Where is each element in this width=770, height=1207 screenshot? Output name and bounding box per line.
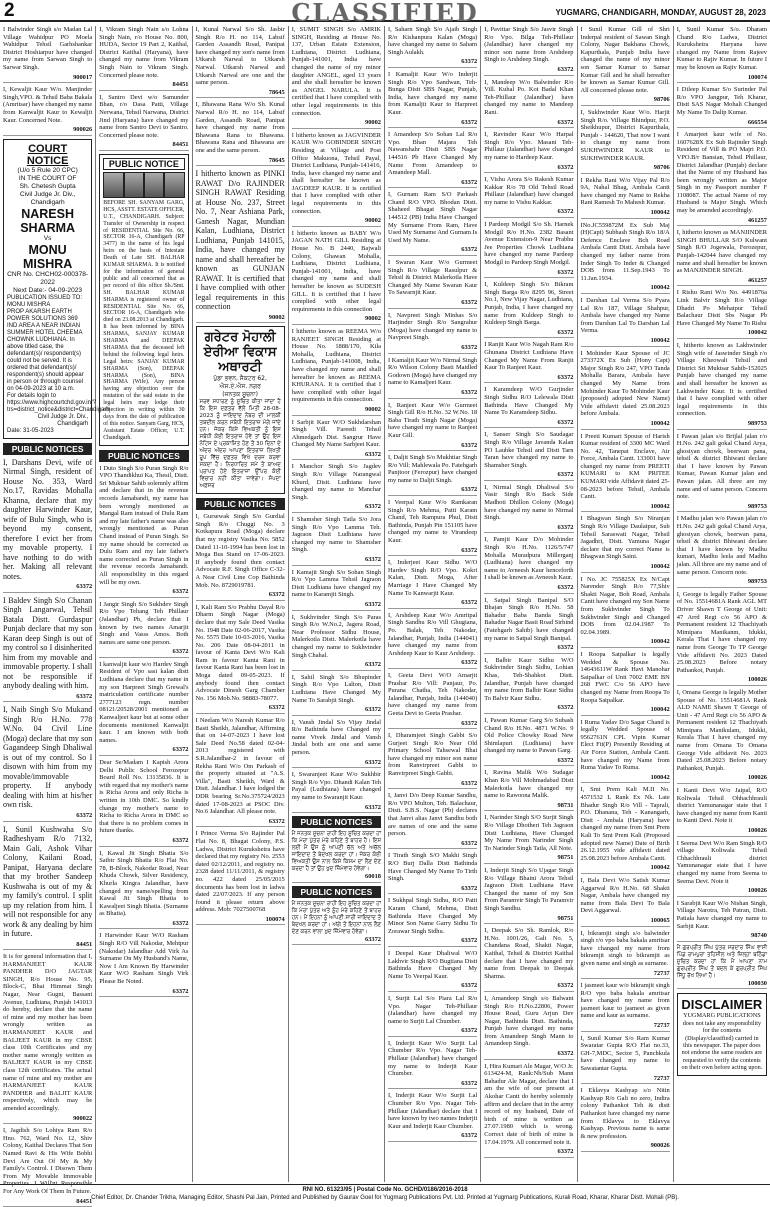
classified-ad: I Deepal Kaur Dhaliwal W/O Lakhvir Singh R/O Bugtiana Distt Bathinda Have Changed My Name To Veerpal Kaur. bbox=[388, 950, 477, 980]
classified-ad: I hitherto known as BABY W/o JAGAN NATH GILL Residing at House No. B 2440, Bajwali Colony, Ghawan Mohalla, Ludhiana, District Ludhiana, Punjab-141001, India, have changed my name and shall hereafter be known as SUDESH GILL. It is certified that I have complied with other legal requirements in this connection bbox=[292, 230, 381, 314]
ad-reference-number: 63372 bbox=[388, 58, 477, 68]
court-notice-line: (U/o 5 Rule 20 CPC) bbox=[7, 167, 88, 175]
classified-ad: I Ruma Yadav D/o Sagar Chand is legally Wedded Spouse of 9562761N CPL Vipin Kumar Elect Fit(P) Presently Residing at Air Force Station, Ambala Cantt. have changed my Name from Ruma Yadav To Ruma. bbox=[581, 719, 670, 772]
column-2 bbox=[96, 26, 192, 1182]
ad-reference-number: 63372 bbox=[196, 591, 285, 601]
ad-reference-number: 63372 bbox=[484, 119, 573, 129]
classified-ad: I, Bala Devi W/o Satish Kumar Aggarwal R/o H.No. 68 Shakti Nagar, Ambala have changed my name from Bala Devi To Bala Devi Aggarwal. bbox=[581, 877, 670, 915]
classified-ad: I Seema Devi W/o Ram Singh R/O village Koliwala Tehsil Chhachhrauli district Yamunanagar state that I have changed my name from Seema to Seema Devi. Note it bbox=[677, 840, 767, 886]
court-notice-body: PROP AKARSH EARTH POWER SOLUTIONS 369 IND AREA A NEAR INDIAN SUMMER HOTEL CHEEMA CHOWNK LUDHIANA. In above titled case, the defendant(s)/ respondent(s) could not be served. It is ordered that defendant(s)/ respondent(s) should appear in person or through counsel on 04-09-2023 at 10 a.m. bbox=[7, 309, 88, 393]
ad-reference-number: 461257 bbox=[677, 217, 767, 227]
classified-ad: I, Bhawana Rana W/o Sh. Kunal Narwal R/o H. no 114, Labsif Garden, Assandh Road, Panipat have changed my name from Bhawana Rana to Bhawana. Bhawana Rana and Bhawana are one and the same person. bbox=[196, 101, 285, 154]
classified-ad: I, Dharamjeet Singh Gabbi S/o Gurjeet Singh R/o Near Old Primary School Tahsewal Bhai have changed my minor son name from Ranvirpreet Gabbi to Ranvirpreet Singh Gabbi. bbox=[388, 732, 477, 778]
ad-reference-number: 989753 bbox=[677, 420, 767, 430]
classified-ad: I Manchor Singh S/o Jagdev Singh R/o Village Narangwal Khurd, Distt. Ludhiana have changed my name to Manchar Singh. bbox=[292, 463, 381, 501]
ad-reference-number: 63372 bbox=[484, 419, 573, 429]
classified-ad: I, Naib Singh S/o Mukand Singh R/o H.No. 778 W.No. 04 Civil Line (Moga) declare that my son Gagandeep Singh Dhaliwal is out of my control. So I disown with him from my movable/immovable property. If anybody dealing with him at his/her own risk. bbox=[3, 705, 92, 810]
classified-ad: I Mohinder Kaur Spouse of JC 273372X Ex Sub (Hony Capt) Major Singh R/o 247, VPO Tanda Mohalla Barara, Ambala have changed My Name from Mohinder Kaur To Mohinder Kaur (proposed) adopted New Name) Vide affidavit dated 25.08.2023 before Ambala. bbox=[581, 350, 670, 418]
public-notice-title: PUBLIC NOTICE bbox=[103, 158, 184, 170]
classified-ad: I jasmeet kaur w/o bikramjit singh R/O vpo baba bakala amritsar have changed my name from jasmeet kaur to jasmeet as given name and kaur as surname. bbox=[581, 982, 670, 1020]
ad-reference-number: 63372 bbox=[388, 1027, 477, 1037]
classified-ad: I Pardeep Modgil S/o Sh. Harnek Modgil R/o H.No. 2382 Basant Avenue Extension-9 Near Prabhu Jee Properties Chowk Ludhiana have changed my name Pardeep Modgil to Pardeep Singh Modgil. bbox=[484, 221, 573, 267]
dateline: YUGMARG, CHANDIGARH, MONDAY, AUGUST 28, 2023 bbox=[555, 8, 766, 17]
ad-reference-number: 63372 bbox=[484, 374, 573, 384]
ad-reference-number: 100030 bbox=[677, 980, 767, 990]
classified-ad: I, Sukhwinder Kaur W/o. Harjit Singh R/o. Village Bhindpur, P.O. Sheikhupur, District Kapurthala, Punjab - 144620, That now I want to change my name from SUKHWINDER KAUR to SUKHWINDER KAUR. bbox=[581, 109, 670, 162]
court-notice-title: COURT NOTICE bbox=[7, 143, 88, 167]
classified-ad: I No. JC 755825X Ex N/Capt Narender Singh R/o 77,Shiv Shakti Nagar, Boh Road, Ambala Cantt have changed my Son Name from Sukhvinder Singh To Sukhvinder Singh and Changed DOB from 02.04.1987 To 02.04.1989. bbox=[581, 576, 670, 637]
classified-ad: INo.JC559872M Ex Sub Maj (H)Capt) Subhash Singh R/o 18/A Defence Enclave Bch Road Ambala Cantt Distt. Ambala have changed my father name from Inder Singh To Inder & Changed DOB from 11.Sep.1943 To 11.Jan.1934. bbox=[581, 222, 670, 283]
classified-ad: I, Inderjit Kaur W/o Surjit Lal Chumber R/o Vpo. Nagar Teh-Phillaur (Jalandhar) have changed my name to Inderjit Kaur Chumber. bbox=[388, 1040, 477, 1078]
classified-ad: I, Saharn Singh S/o Ajaib Singh R/o Kishanpura Kalan (Moga) have changed my name to Saharn Singh Aulakh. bbox=[388, 26, 477, 56]
respondent-name: MONU MISHRA bbox=[7, 243, 88, 271]
classified-ad: I Duto Singh S/o Puran Singh R/o VPO Thandikhui Ka, Thesil, Distt. Sri Muktsar Sahib solemnly affirm and declare that in the revenue records Jamabandi, my name has been wrongly mentioned as Mangal Ram instead of Dulu Ram and my late father's name was also wrongly mentioned as Puran Chand instead of Puran Singh. So my name should be corrected as Dulu Ram and my late father's name corrected as Puran Singh in the revenue records Jamabandi. All responsibility in this regard will be my own. bbox=[99, 465, 188, 587]
ad-reference-number: 666554 bbox=[677, 119, 767, 129]
ad-reference-number: 63372 bbox=[484, 164, 573, 174]
ad-reference-number: 100026 bbox=[677, 774, 767, 784]
addressee: MONU MISHRA bbox=[7, 302, 88, 309]
classified-ad: I, Kuldeep Singh S/o Bikram Singh Barga R/o 8295 96, Street No.1, New Vijay Nagar, Ludhiana, Punjab, India, I have changed my name from Kuldeep Singh to Kuldeep Singh Barga. bbox=[484, 281, 573, 327]
ad-reference-number: 63372 bbox=[484, 704, 573, 714]
classified-ad: I, Gurnam Ram S/O Parkash Chand R/O VPO. Bhodan Distt. Shaheed Bhagat Singh Nagar 144512 (PB) India Have Changed My Surname From Ram, Have Used My Surname And Gurnam Is Used My Name. bbox=[388, 191, 477, 244]
ad-reference-number: 84451 bbox=[99, 81, 188, 91]
ad-reference-number: 98751 bbox=[484, 915, 573, 925]
ad-reference-number: 90002 bbox=[292, 406, 381, 416]
ad-reference-number: 63372 bbox=[388, 179, 477, 189]
classified-ad: I, Deepak S/o Sh. Ramlok, R/o H.No. 1001/26, Gali No. 5, Chandana Road, Shakti Nagar, Kaithal, Tehsil & District Kaithal declare that I have changed my name from Deepak to Deepak Sharma. bbox=[484, 927, 573, 980]
classified-ad: I, Sunil Kushwaha S/o Radheshyam R/o 7132, Main Gali, Ashok Vihar Colony, Kailani Road, Panipat, Haryana declare that my brother Sandeep Kushwaha is out of my & my family's control. I split up my relation from him. I will not responsible for any work & any dealing by him in future. bbox=[3, 825, 92, 939]
portrait-photo bbox=[124, 172, 144, 198]
ad-reference-number: 63372 bbox=[292, 759, 381, 769]
ad-reference-number: 63372 bbox=[484, 329, 573, 339]
ad-reference-number: 100026 bbox=[677, 887, 767, 897]
ad-reference-number: 63372 bbox=[292, 706, 381, 716]
section-heading: PUBLIC NOTICES bbox=[196, 498, 285, 510]
ad-reference-number: 63372 bbox=[3, 812, 92, 822]
classified-ad: I Dileep Kumar S/o Surinder Pal R/o VPO Jangpur, Teh Kharar, Distt SAS Nagar Mohali Changed My Name To Dalip Kumar. bbox=[677, 86, 767, 116]
classified-ad: I, Vansh Jindal S/o Vijay Jindal R/o Bathinda have Changed my name Vivek Jindal and Vansh Jindal both are one and same person. bbox=[292, 719, 381, 757]
classified-ad: I hitherto known as REEMA W/o RANJEET SINGH Residing at House No. 1888/170, Kila Mohalla, Ludhiana, District Ludhiana, Punjab-141008, India, have changed my name and shall hereafter be known as REEMA KHURANA. It is certified that I have complied with other legal requirements in this connection. bbox=[292, 328, 381, 404]
classified-ad: I Rekha Rani W/o Vijay Pal R/o 9A, Nahal Bhag, Ambala Cantt have changed my Name to Rekha Rani Ramesh To Mahesh Kumar. bbox=[581, 177, 670, 207]
column-3 bbox=[193, 26, 289, 1182]
classified-ad: I, Arshdeep Kaur W/o Amritpal Singh Sandhu R/o Vill Ghugiana, Po. Balak, Teh Nakodar, Jalandhar, Punjab, India (144041) have changed my name from Arshdeep Kaur to Kaur Arshdeep. bbox=[388, 612, 477, 658]
column-5 bbox=[385, 26, 481, 1182]
gmada-notice bbox=[196, 326, 285, 494]
petitioner-name: NARESH SHARMA bbox=[7, 207, 88, 235]
classified-ad: I, Navpreet Singh Minhas S/o Harjinder Singh R/o Sangrahur (Moga) have changed my name to Navpreet Singh. bbox=[388, 312, 477, 342]
classified-ad: I Karamdeep W/O Gurjinder Singh Sidhu R/O Lelewala Distt Bathinda Have Changed My Name To Karamdeep Sidhu. bbox=[484, 386, 573, 416]
court-notice-line: Civil Judge Jr. Div., bbox=[7, 191, 88, 199]
court-notice-line: Sh. Chetesh Gupta bbox=[7, 183, 88, 191]
ad-reference-number: 900026 bbox=[581, 1142, 670, 1152]
ad-reference-number: 900017 bbox=[3, 74, 92, 84]
classified-ad: I Neelam W/o Naresh Kumar R/o Basti Sheikh, Jalandhar, Affirming that on 14-07-2023 I have lost Sale Deed No.58 dated 02-04-2013 registered with S.R.Jalandhar-2 in favour of Rekha Rani W/o Om Parkash of the property situated at "A.S. Villa", Basti Sheikh, Ward & Distt. Jalandhar. I have lodged the DDR bearing Sr.No.375724/2023 dated 17-08-2023 at PSOC Div. No.6 Jalandhar. All please note. bbox=[196, 717, 285, 816]
classified-ad: I, Kali Ram S/o Prabhu Dayal R/o Dharm Singh Nagar (Moga) declare that my Sale Deed Vasika No. 1948 Date 02-06-2017, Vasika No. 5575 Date 10-03-2016, Vasika No. 206 Date 08-04-2011 in favour of Kanta Devi W/o Kali Ram in favour Kanta Rani in favour Kanta Rani has been lost in Moga dated 09-05-2023. If anybody found then contact Advocate Dinesh Garg Chamber No. 156 Mob.No. 98883-78077. bbox=[196, 604, 285, 703]
ad-reference-number: 90002 bbox=[292, 217, 381, 227]
classified-ad: I Sunil Kumar Gill of Shri Inderpal resident of Sawan Singh Colony, Nagar Bakhana Chowk, Kapurthala, Punjab India have changed the name of my minor son Samar Kumar to Samar Kumar Gill and he shall hereafter be known as Samar Kumar Gill. All concerned please note. bbox=[581, 26, 670, 94]
notice-photos bbox=[103, 172, 184, 198]
ad-reference-number: 63372 bbox=[388, 1132, 477, 1142]
classified-ad: I Baldev Singh S/o Chanan Singh Langarwal, Tehsil Batala Distt. Gurdaspur Punjab declare that my son Karan deep Singh is out of my control so I disinherited him from my movable and immovable property. I shall not be responsible if anybody dealing with him. bbox=[3, 596, 92, 691]
ad-reference-number: 98731 bbox=[484, 802, 573, 812]
imprint-line: Chief Editor, Dr. Chander Trikha, Managing Editor, Shashi Pal Jain, Printed and Published by Gaurav Goel for Yugmarg Publications Pvt. Ltd. Printed at Yugmarg Publications, Kurali Road, Kharar, Kharar Distt. Mohali (PB). bbox=[0, 1194, 770, 1202]
ad-reference-number: 100042 bbox=[581, 706, 670, 716]
ad-reference-number: 100074 bbox=[677, 74, 767, 84]
classified-ad: I, Swaranjeet Kaur W/o Sukhbir Singh R/o Vpo. Dhandi Kalan Teh Payal (Ludhiana) have changed my name to Swaranjit Kaur. bbox=[292, 771, 381, 801]
classified-ad: I Sarbjit Kaur W/O Sukhdarshan Singh Vill. Fareedi Tehsil Ahmedgarh Dist. Sangrur Have Changed My Name Sarbjeet Kaur. bbox=[292, 419, 381, 449]
ad-reference-number: 60018 bbox=[292, 873, 381, 883]
ad-reference-number: 100042 bbox=[581, 337, 670, 347]
case-number: CNR No. CHCH02-000378-2022 bbox=[7, 271, 88, 287]
classified-ad: I, Narinder Singh S/O Surjit Singh R/o Village Dhotheri Teh Jagraon Distt Ludhiana, Have Changed My Name From Narinder Singh To Narinder Singh Tatla, All Note. bbox=[484, 814, 573, 852]
ad-reference-number: 63372 bbox=[388, 547, 477, 557]
ad-reference-number: 98706 bbox=[581, 96, 670, 106]
ad-reference-number: 63372 bbox=[484, 66, 573, 76]
classified-ad: I, Inderjeet Kaur Sidhu W/O Hardev Singh R/O Vpo. Kokri Kalan, Distt. Moga, After Marriage I Have Changed My Name To Kanwarjit Kaur. bbox=[388, 559, 477, 597]
disclaimer-box bbox=[677, 993, 767, 1075]
classified-ad: I, Kewaljit Kaur W/o. Manjinder Singh,VPO. & Tehsil Baba Bakala (Amritsar) have changed my name from Kanwaljit Kaur to Kewaljit Kaur. Concerned Note. bbox=[3, 86, 92, 124]
ad-reference-number: 63372 bbox=[292, 601, 381, 611]
classified-ad: I, George is legally Father Spouse of No. 15514681A Rank AGL MT Driver Shawn T George of Unit: 47 Arrd Regt c/o 56 APO & Permanent resident 12 Thachiyath Mimipara Manikanm, Idukki, Kerala That I have changed my name from George To TP George Vide affidavit No. 2023 Dated 25.08.2023 Before notary Pathankot, Punjab. bbox=[677, 591, 767, 675]
classified-ad: I kanwaljit kaur w/o Hardev Singh Resident of Vpo sasi kalan distt Ludhiana declare that my name in my son Harpreet Singh Grewal's matriculation certificate number 2777123 regn. number 08121/20528/2001 mentioned as Kanwaljeet kaur but at some other documents mentioned Kanwaljit kaur. I am known with both names. bbox=[99, 661, 188, 745]
ad-reference-number: 63372 bbox=[388, 344, 477, 354]
classified-ad: I, hitherto known as Lakhwinder Singh wife of Jaswinder Singh r/o Village Kheowali Tehsil and District Sri Muktsar Sahib-152025 Punjab have changed my name and shall hereafter be known as Lakhwinder Kaur. It is certified that I have complied with other legal requirements in this connection. bbox=[677, 342, 767, 418]
classified-ad: I, Hira Kumari Ale Magar, W/O Jr. 613424-M, Rank:Nb/Sub Mann Bahadur Ale Magar, declare that I am the wife of our present at Akohar Cantt do hereby solemnly affirm and declare that in the army record of my husband, Date of birth of mine is written as 27.07.1980 which is wrong. Correct date of birth of mine is 17.04.1979. All concerned note it. bbox=[484, 1063, 573, 1147]
court-notice-line: Chandigarh bbox=[7, 199, 88, 207]
ad-reference-number: 100026 bbox=[677, 827, 767, 837]
ad-reference-number: 100042 bbox=[581, 864, 670, 874]
ad-reference-number: 100042 bbox=[581, 420, 670, 430]
ad-reference-number: 100042 bbox=[581, 638, 670, 648]
ad-reference-number: 63372 bbox=[99, 588, 188, 598]
classified-ad: I, Sunil Kumar S/o Ram Kumar Swaratar Gupta R/O Flat no.33, GH-7,MDC, Sector 5, Panchkula have changed my name to Sawatantar Gupta. bbox=[581, 1035, 670, 1073]
classified-ad: I, Vishu Arora S/o Rakesh Kumar Kakkar R/o 78 Old Tehsil Road Phillaur (Jalandhar) have changed my name to Vishu Kakkar. bbox=[484, 176, 573, 206]
classified-ad: I, Omana George is legally Mother Spouse of No. 15514681A Rank ALD NAME Shawn T George of Unit - 47 Arrd Regt c/o 56 APO & Permanent resident 12 Thachiyath Mimipara Manikulam, Idukki, Kerala That I have changed my name from Omana To Omana George Vide affidavit No. 2023 Dated 25.08.2023 Before notary Pathankot, Punjab. bbox=[677, 689, 767, 773]
ad-reference-number: 63372 bbox=[388, 982, 477, 992]
ad-reference-number: 63372 bbox=[292, 936, 381, 946]
ad-reference-number: 63372 bbox=[388, 780, 477, 790]
ad-reference-number: 63372 bbox=[388, 885, 477, 895]
classified-ad: I Balwinder Singh s/o Madan Lal Village Wahidpur PO Moela Wahidpur Tehsil Garhshankar District Hoshiarpur have changed my name from Sarwan Singh to Sarwar Singh. bbox=[3, 26, 92, 72]
ad-reference-number: 63372 bbox=[99, 837, 188, 847]
ad-reference-number: 63372 bbox=[292, 451, 381, 461]
classified-ad: I, Nirmal Singh Dhaliwal S/o Vasir Singh R/o Back Side Madhoti Dhillon Colony (Moga) have changed my name to Nirmal Singh. bbox=[484, 484, 573, 522]
gmada-subtitle: (ਜਨਤਕ ਸੂਚਨਾ) bbox=[200, 391, 281, 399]
punjabi-notice: ਮੈਂ ਗੁਰਪ੍ਰੀਤ ਸਿੰਘ ਪੁੱਤਰ ਸਰਦਾਰ ਸਿੰਘ ਵਾਸੀ ਪਿੰਡ ਰਾਮਪੁਰਾ ਤਹਿਸੀਲ ਅਤੇ ਜ਼ਿਲ੍ਹਾ ਬਠਿੰਡਾ ਸੂਚਿਤ ਕਰਦਾ ਹਾਂ ਕਿ ਮੈਂ ਆਪਣਾ ਨਾਮ ਗੁਰਪ੍ਰੀਤ ਸਿੰਘ ਤੋਂ ਬਦਲ ਕੇ ਗੁਰਪ੍ਰੀਤ ਸਿੰਘ ਸਿੱਧੂ ਰੱਖ ਲਿਆ ਹੈ। bbox=[677, 945, 767, 980]
classified-ad: I Sukhpal Singh Sidhu, R/O Patti Karam Chand, Mehma, Distt Bathinda Have Changed My Minor Son Name Garry Sidhu To Zorawar Singh Sidhu. bbox=[388, 897, 477, 935]
page-number: 2 bbox=[4, 0, 15, 22]
disclaimer-text: YUGMARG PUBLICATIONS does not take any responsibility for the contents (Display/classified) carried in this newspaper. The paper does not endorse the same readers are requested to verify the contents on their own before acting upon. bbox=[681, 1012, 763, 1071]
punjabi-notice: ਮੈਂ ਜਨਤਕ ਸੂਚਨਾ ਰਾਹੀਂ ਇਹ ਸੂਚਿਤ ਕਰਦਾ ਹਾਂ ਕਿ ਮੇਰਾ ਪੁੱਤਰ ਅਤੇ ਨੂੰਹ ਮੇਰੇ ਕਹਿਣੇ ਤੋਂ ਬਾਹਰ ਹਨ। ਮੈਂ ਇਹਨਾਂ ਨੂੰ ਆਪਣੀ ਸਾਰੀ ਜਾਇਦਾਦ ਤੋਂ ਬੇਦਖਲ ਕਰਦਾ ਹਾਂ। ਅੱਗੇ ਤੋਂ ਇਹਨਾਂ ਨਾਲ ਲੈਣ ਦੇਣ ਕਰਨ ਵਾਲਾ ਖੁਦ ਜ਼ਿੰਮੇਵਾਰ ਹੋਵੇਗਾ। bbox=[292, 901, 381, 936]
classified-ad: I, Balbir Kaur Sidhu W/O Sukhvinder Singh Sidhu, Lohian Khas, Teh-Shahkot Distt. Jalandhar, Punjab have changed my name from Balbir Kaur Sidhu To Balvir Kaur Sidhu. bbox=[484, 657, 573, 703]
classified-ad: I, hitherto known as MANJINDER SINGH BHULLAR S/O Kulwant Singh R/O Jogewala, Ferozepur, Punjab-142044 have changed my name and shall hereafter be known as MANJINDER SINGH. bbox=[677, 229, 767, 275]
ad-reference-number: 63372 bbox=[3, 693, 92, 703]
classified-ad: I Sarabjit Kaur W/o Nishan Singh, Village Narotra, Teh Patran, Distt. Patiala have changed my name to Sarbjit Kaur. bbox=[677, 900, 767, 930]
classified-ad: I Amarjeet kaur wife of No. 1607628X Ex Sub Rajinder Singh Resident of Vill & PO Majri P.O. VPO.B/r Bansian, Tehsil Phillaur, District Jalandhar (Punjab) declare that the Name of my Husband has been wrongly written as Major Singh in my Passport number F 1108087. The actual Name of my Husband is Major Singh. Which may be amended accordingly. bbox=[677, 131, 767, 215]
classified-ad: I Pawan jalan s/o Brijlal jalan r/o H.No. 242 gali gokal Chand Arya, ghosiyan chowk, beerwan pana, tehsil & district Bhiwani declare that I have known by Pawan Kumar, Pawan Kumar jalan and Pawan jalan. All three are my name and of same person. Concern note. bbox=[677, 433, 767, 501]
ad-reference-number: 78645 bbox=[196, 89, 285, 99]
ad-reference-number: 63372 bbox=[388, 937, 477, 947]
classified-ad: I, Janvi D/o Deep Kumar Sandhu, R/o VPO Multon, Teh. Balachaur, Distt. S.B.S. Nagar (Pb) declares that Janvi alias Janvi Sandhu both are names of one and the same person. bbox=[388, 792, 477, 838]
disclaimer-title: DISCLAIMER bbox=[681, 997, 763, 1012]
classified-ad: I Darshan Lal Verma S/o Pyara Lal R/o 187, Village Shahpur, Ambala have changed my Name from Darshan Lal To Darshan Lal Verma. bbox=[581, 297, 670, 335]
ad-reference-number: 63372 bbox=[388, 246, 477, 256]
classified-ad: I, Daljit Singh S/o Mukhtiar Singh R/o Vill: Mahlewala Po. Fatehgarh Panjtoor (Ferozpur) have changed my name to Daljit Singh. bbox=[388, 454, 477, 484]
ad-reference-number: 63372 bbox=[388, 659, 477, 669]
classified-ad: I Bhagwan Singh S/o Niranjan Singh R/o Village Daulatpur, Sub Tehsil Saraswati Nagar, Tehsil Jagadhri, Distt. Yamuna Nagar declare that my correct Name is Bhagwan Singh Saini. bbox=[581, 515, 670, 561]
section-heading: PUBLIC NOTICES bbox=[292, 886, 381, 898]
ad-reference-number: 989753 bbox=[677, 503, 767, 513]
classified-ad: I Kanti Devi W/o Jaipal, R/O Koliwala Tehsil Ohhachhrauli district Yamunanagar state that I have changed my name from Kanti to Kanti Devi. Note it bbox=[677, 787, 767, 825]
ad-reference-number: 63372 bbox=[3, 583, 92, 593]
classified-ad: I Kamaljit Kaur W/o Inderjit Singh R/o Vpo Sandwan, Teh-Bunga Distt SBS Nagar, Punjab, India, have changed my name from Kamaljit Kaur to Harpreet Kaur. bbox=[388, 71, 477, 117]
classified-ad: I Harwinder Kaur W/O Rasham Singh R/O Vill Nakodar, Mehtpur (Nakodar) Jalandhar Add Virk As Surname On My Husband's Name, Now I Am Known By Harwinder Kaur W/O Rasham Singh Virk Please Be Noted. bbox=[99, 932, 188, 985]
ad-reference-number: 63372 bbox=[484, 584, 573, 594]
ad-reference-number: 63372 bbox=[99, 920, 188, 930]
ad-reference-number: 100042 bbox=[581, 503, 670, 513]
classified-ad: I, Sahil Singh S/o Bhupinder Singh R/o Vpo Lalton, Distt Ludhiana Have Changed My Name To Sarabjit Singh. bbox=[292, 674, 381, 704]
ad-reference-number: 100042 bbox=[581, 209, 670, 219]
ad-reference-number: 84451 bbox=[3, 1198, 92, 1207]
ad-reference-number: 63372 bbox=[388, 720, 477, 730]
punjabi-notice: ਮੈਂ ਜਨਤਕ ਸੂਚਨਾ ਰਾਹੀਂ ਇਹ ਸੂਚਿਤ ਕਰਦਾ ਹਾਂ ਕਿ ਮੇਰਾ ਪੁੱਤਰ ਮੇਰੇ ਕਹਿਣੇ ਤੋਂ ਬਾਹਰ ਹੈ। ਇਸ ਲਈ ਮੈਂ ਉਸ ਨੂੰ ਆਪਣੀ ਚੱਲ ਅਤੇ ਅਚੱਲ ਜਾਇਦਾਦ ਤੋਂ ਬੇਦਖਲ ਕਰਦਾ ਹਾਂ। ਜੇਕਰ ਕੋਈ ਵਿਅਕਤੀ ਉਸ ਨਾਲ ਕਿਸੇ ਕਿਸਮ ਦਾ ਲੈਣ ਦੇਣ ਕਰਦਾ ਹੈ ਤਾਂ ਉਹ ਖੁਦ ਜ਼ਿੰਮੇਵਾਰ ਹੋਵੇਗਾ। bbox=[292, 831, 381, 873]
ad-reference-number: 461257 bbox=[677, 277, 767, 287]
ad-reference-number: 98706 bbox=[581, 164, 670, 174]
classified-ad: I Jangir Singh S/o Sukhdev Singh R/o Vpo Tehang Teh Phillaur (Jalandhar) Pb, declare that I known by two names Amarjit Singh and Vasss Amos. Both names are same one person. bbox=[99, 601, 188, 647]
ad-reference-number: 63372 bbox=[484, 524, 573, 534]
ad-reference-number: 84451 bbox=[3, 941, 92, 951]
ad-reference-number: 63372 bbox=[388, 1080, 477, 1090]
section-heading: PUBLIC NOTICES bbox=[3, 443, 92, 455]
classified-ad: I, Kunal Narwal S/o Sh. Jasbir Singh R/o H. no 114, Labsif Garden Assandh Road, Panipat have changed my son's name from Utkarsh Narwal to Utkarsh Narwal. Utkarsh Narwal and Utkarsh Narwal are one and the same person. bbox=[196, 26, 285, 87]
court-notice-signature: Civil Judge Jr. Div., Chandigarh bbox=[7, 414, 88, 428]
classified-ad: I hitherto known as PINKI RAWAT D/o RAJINDER SINGH RAWAT Residing at House No. 237, Street No. 7, Near Ashiana Park, Ganesh Nagar, Mundian Kalan, Ludhiana, District Ludhiana, Punjab 141015, India, have changed my name and shall hereafter be known as GUNJAN RAWAT. It is certified that I have complied with other legal requirements in this connection bbox=[196, 169, 285, 312]
column-4 bbox=[289, 26, 385, 1182]
classified-ad: I, Geeta Devi W/O Amarjit Prashar R/o Vill: Panjaur, Po. Purana Chatha, Teh Nakodar, Jalandhar, Punjab, India (144040) have changed my name from Geeta Devi to Geeta Prashar. bbox=[388, 672, 477, 718]
ad-reference-number: 989753 bbox=[677, 578, 767, 588]
classified-ad: I, Sunil Kumar S/o. Dharam Chand R/o Ladwa, District Kurukshetra Haryana have changed my Name from Rajeev Kumar to Rajiv Kumar. In future I may be known as Rajiv Kumar. bbox=[677, 26, 767, 72]
classified-ad: I Kamajit Singh S/o Sohan Singh R/o Vpo Lamma Tehsil Jagraon Distt Ludhiana have changed my name to Karamjit Singh. bbox=[292, 569, 381, 599]
classified-ad: It is for general information that I, HARMANJEET KAUR PANDHER D/O JAGTAR SINGH, R/o House No. 95, Block-C, Bhai Himmat Singh Nagar, Near Gugni, Bassant Avenue, Ludhiana, Punjab 141013 do hereby, declare that the name of mine and my mother has been wrongly written as HARMANJEET KAUR and BALJEET KAUR in my CBSE class 10th Certificates and my mother name wrongly written as BALJEET KAUR in my CBSE class 12th certificates. The actual name of mine and my mother are HARMANJEET KAUR PANDHER and BALJIT KAUR respectively, which may be amended accordingly. bbox=[3, 953, 92, 1112]
ad-reference-number: 63372 bbox=[484, 757, 573, 767]
ad-reference-number: 900026 bbox=[3, 126, 92, 136]
public-notice-box bbox=[99, 154, 188, 446]
portrait-photo bbox=[144, 172, 164, 198]
ad-reference-number: 98751 bbox=[484, 854, 573, 864]
classified-ad: I Shamsher Singh Tatla S/o Jora Singh R/o Vpo Lamma Teh. Jagraon Distt Ludhiana have changed my name to Shamsher Singh. bbox=[292, 516, 381, 554]
classified-ad: I, Pawan Kumar Garg S/o Subash Chand R/o H.No. 4871 W.No. 9 Old Police Chowky Road New Shimlapuri (Ludhiana) have changed my name to Pawan Garg. bbox=[484, 717, 573, 755]
court-notice bbox=[3, 139, 92, 439]
classified-ad: I, Smt Prem Kali M.II No. 4571532 L Rank Ex Nk. Late Bhadur Singh R/o Vill - Taprali, P.O. Dhanana, Teh - Kanangarh, Distt - Ambala (Haryana) have changed my name from Smt Prem Kali To Smt Prem Kali (Proposed adopted new Name) Date of Birth 26.12.1955 vide affidavit dated 25.08.2023 before Ambala Cantt. bbox=[581, 786, 670, 862]
classified-ad: I, Sanser Singh S/o Saudagar Singh R/o Village Javanda Kalan PO Lauhke Tehsil and Distt Tarn Taran have changed my name to Shamsher Singh. bbox=[484, 431, 573, 469]
section-heading: PUBLIC NOTICES bbox=[99, 450, 188, 462]
ad-reference-number: 100026 bbox=[677, 676, 767, 686]
ad-reference-number: 63372 bbox=[388, 299, 477, 309]
next-date: Next Date:- 04-09-2023 bbox=[7, 287, 88, 295]
classified-ad: I Veerpal Kaur W/o Ramkaran Singh R/o Mehma, Patti Karam Chand, Teh Rampura Phul, Distt Bathinda, Punjab Pin 151105 have changed my name to Virandeep Kaur. bbox=[388, 499, 477, 545]
ad-reference-number: 63372 bbox=[292, 804, 381, 814]
classified-ad: I Tirath Singh S/O Makhi Singh R/O Burj Dalla Distt Bathinda Have Changed My Name To Tirth Singh. bbox=[388, 852, 477, 882]
section-title: CLASSIFIED bbox=[0, 0, 770, 27]
classified-ad: I, Darshans Devi, wife of Nirmal Singh, resident of House No. 353, Ward No.17, Ravidas Mohalla Khanna, declare that my daughter Harwinder Kaur, wife of Bulu Singh, who is beyond my consent, therefore I evict her from my movable property. I have nothing to do with her. Making all relevant notes. bbox=[3, 458, 92, 582]
ad-reference-number: 100065 bbox=[581, 917, 670, 927]
ad-reference-number: 90002 bbox=[292, 315, 381, 325]
column-1 bbox=[0, 26, 96, 1182]
ad-reference-number: 63372 bbox=[196, 818, 285, 828]
ad-reference-number: 63372 bbox=[196, 704, 285, 714]
versus-label: Vs bbox=[7, 235, 88, 243]
classified-ad: I, Ravinder Kaur W/o Harpal Singh R/o Vpo. Masani Teh-Phillaur (Jalandhar) have changed my name to Hardeep Kaur. bbox=[484, 131, 573, 161]
classified-ad: I, Amandeep Singh s/o Balwant Singh R/o H.No.22806, Power House Road, Guru Arjun Dev Nagar, Bathinda Distt. Bathinda, Punjab have changed my name from Amandeep Singh Mann to Amandeep Singh. bbox=[484, 995, 573, 1048]
gmada-address: ਪੁੱਡਾ ਭਵਨ, ਸੈਕਟਰ 62, ਐਸ.ਏ.ਐਸ. ਨਗਰ bbox=[200, 375, 281, 391]
classified-ad: I hitherto known as JAGVINDER KAUR W/o GOBINDER SINGH Residing at Village and Post Office Makuona, Tehsil Payal, District Ludhiana, Punjab-141416, India, have changed my name and shall hereafter be known as JAGDEEP KAUR. It is certified that I have complied with other legal requirements in this connection. bbox=[292, 132, 381, 216]
ad-reference-number: 98740 bbox=[677, 932, 767, 942]
ad-reference-number: 63372 bbox=[484, 208, 573, 218]
ad-reference-number: 78645 bbox=[196, 157, 285, 167]
ad-reference-number: 63372 bbox=[388, 442, 477, 452]
rni-line: RNI NO. 61323/95 | Postal Code No. GCHD/0186/2016-2018 bbox=[0, 1186, 770, 1194]
classified-ad: I, bikramjit singh s/o balwinder singh r/o vpo baba bakala amritsar have changed my name from bikramjit singh to bikramjit as given name and singh as surname. bbox=[581, 930, 670, 968]
classified-ad: I, Mandeep W/o Balwinder R/o Vill. Kuhal Po. Kot Badal Khan Teh-Phillaur (Jalandhar) have changed my name to Mandeep Rani. bbox=[484, 79, 573, 117]
classified-ad: I, Ravina Malik W/o Sudagar Khan R/o Vill Mohmadabad Distt Malerkotla have changed my name to Rawoona Malik. bbox=[484, 769, 573, 799]
classified-ad: I Rishu Rani W/o No. 4491876a Link Balvir Singh R/o Village Dhadri Po Mehatpur Tehsil Balachaur Distt Sbs Nagar Pb Have Changed My Name To Rishu bbox=[677, 289, 767, 327]
ad-reference-number: 63372 bbox=[484, 982, 573, 992]
ad-reference-number: 90002 bbox=[196, 314, 285, 324]
classified-ad: I, Vikram Singh Nain s/o Lohna Singh Nain, r/o House No. 800, HUDA, Sector 19 Part 2, Kaithal, District Kaithal (Haryana), have changed my name from Vikram Singh Nain to Vikram Singh. Concerned please note. bbox=[99, 26, 188, 79]
masthead bbox=[0, 0, 770, 22]
classified-ad: I Swaran Kaur W/o Gurmeet Singh R/o Village Rasulpur & Tehsil & District Malerkotla Have Changed My Name Swaran Kaur To Sawarnjit Kaur. bbox=[388, 259, 477, 297]
ad-reference-number: 100074 bbox=[196, 916, 285, 926]
classified-ad: I, Gursewak Singh S/o Gurdial Singh R/o Chuggi No. 3 Kotkapura Road (Moga) declare that my registry Vasika No. 5852 Dated 11-10-1994 has been lost in Moga Bus Stand on 17-06-2023. If anybody found then contact Advocate R.F. Singh Office C-32-A Near Civil Line Cop Bathinda Mob. No. 8729019781. bbox=[196, 513, 285, 589]
column-6 bbox=[481, 26, 577, 1182]
classified-ad: I Amandeep S/o Sohan Lal R/o Vpo. Bhan Majara Teh Nawanshahr Distt SBS Nagar 144516 Pb Have Changed My Name From Amandeep to Amandeep Mall. bbox=[388, 131, 477, 177]
classified-ad: I, Inderjit Kaur W/o Surjit Lal Chumber R/o Vpo. Nagar Teh-Phillaur (Jalandhar) declare that I have known by two names Inderjit Kaur and Inderjit Kaur Chumber. bbox=[388, 1092, 477, 1130]
ad-reference-number: 72737 bbox=[581, 970, 670, 980]
ad-reference-number: 63372 bbox=[388, 486, 477, 496]
classified-ad: I Eklavya Kashyap s/o Nitin Kashyap R/o Gali no zero, Indira colony Pathankot Teh & distt Pathankot have changed my name from Eklavya to Eklavya Kashyap. Previous name is same & new profession. bbox=[581, 1087, 670, 1140]
court-notice-line: IN THE COURT OF bbox=[7, 175, 88, 183]
classified-ad: I, SUMIT SINGH S/o AMRIK SINGH, Residing at House No. 137, Urban Estate Extension, Ludhiana, District Ludhiana, Punjab-141001, India have changed the name of my minor daughter ANGEL, aged 13 years and she shall hereafter be known as ANGEL NARULA. It is certified that I have complied with other legal requirements in this connection. bbox=[292, 26, 381, 117]
ad-reference-number: 63372 bbox=[484, 1050, 573, 1060]
classified-ad: I Kamaljit Kaur W/o Nirmal Singh R/o Wilson Colony Basti Maidled Godown (Moga) have changed my name to Kamaljeet Kaur. bbox=[388, 357, 477, 387]
gmada-body: ਸਰਵ ਸਧਾਰਣ ਨੂੰ ਸੂਚਿਤ ਕੀਤਾ ਜਾਂਦਾ ਹੈ ਕਿ ਇਸ ਦਫ਼ਤਰ ਵੱਲੋਂ ਮਿਤੀ 28-08-2023 ਨੂੰ ਜਾਇਦਾਦ ਨੰਬਰ ਦੀ ਮਾਲਕੀ ਤਬਦੀਲ ਕਰਨ ਸਬੰਧੀ ਇਤਰਾਜ਼ ਮੰਗੇ ਜਾਂਦੇ ਹਨ। ਜੇਕਰ ਕਿਸੇ ਵਿਅਕਤੀ ਨੂੰ ਇਸ ਸਬੰਧੀ ਕੋਈ ਇਤਰਾਜ਼ ਹੋਵੇ ਤਾਂ ਉਹ ਇਸ ਨੋਟਿਸ ਦੇ ਪ੍ਰਕਾਸ਼ਿਤ ਹੋਣ ਤੋਂ 30 ਦਿਨਾਂ ਦੇ ਅੰਦਰ ਅੰਦਰ ਆਪਣਾ ਇਤਰਾਜ਼ ਲਿਖਤੀ ਰੂਪ ਵਿੱਚ ਦਫ਼ਤਰ ਵਿਖੇ ਦਰਜ ਕਰਵਾ ਸਕਦਾ ਹੈ। ਨਿਰਧਾਰਿਤ ਸਮੇਂ ਤੋਂ ਬਾਅਦ ਪ੍ਰਾਪਤ ਹੋਏ ਇਤਰਾਜ਼ਾਂ ਉੱਪਰ ਕੋਈ ਵਿਚਾਰ ਨਹੀਂ ਕੀਤਾ ਜਾਵੇਗਾ। ਸੰਪਦਾ ਅਫ਼ਸਰ bbox=[200, 399, 281, 490]
ad-reference-number: 72737 bbox=[581, 1075, 670, 1085]
imprint-footer bbox=[0, 1184, 770, 1202]
ad-reference-number: 63372 bbox=[484, 1148, 573, 1158]
ad-reference-number: 100042 bbox=[581, 774, 670, 784]
classified-ad: I Prince Verma S/o Rajinder Pal Flat No. 8, Bhagat Colony, P.S. Ladwa, District Kurukshetra have declared that my registry No. 2553 dated 02/12/2011, and registry no. 2328 dated 11/11/2011, & registry no. 422 dated 25/05/2015 documents has been lost in ladwa dated 22/07/2023. If any person found it please return above address. Mob: 7027500768 bbox=[196, 830, 285, 914]
ad-reference-number: 63372 bbox=[388, 840, 477, 850]
ad-reference-number: 100042 bbox=[581, 284, 670, 294]
ad-reference-number: 72737 bbox=[581, 1022, 670, 1032]
classified-ad: I, Ranjeet Kaur W/o Gurmeet Singh Gill R/o H.No. 32 W.No. 18 Baba Tirath Singh Nagar (Moga) have changed my name to Ranjeet Kaur Gill. bbox=[388, 402, 477, 440]
ad-reference-number: 63372 bbox=[388, 389, 477, 399]
classified-ad: I, Pamjit Kaur D/o Mohinder Singh R/o H.No. 1126/5/747 Mohalla Muradpura Millerganj (Ludhiana) have changed my name to Avneesh Kaur henceforth I shall be known as Avneesh Kaur. bbox=[484, 536, 573, 582]
classified-ad: I Preeti Kumari Spouse of Harish Kumar resident of 3300 MC Ward No. 42, Tanepat Enclave, Air Force, Ambala Cantt. 133001 have changed my name from PREETI KUMARI to KM PRITEE KUMARI vide Affidavit dated 25-08-2023 before Tehsil, Ambala Cantt. bbox=[581, 433, 670, 501]
ad-reference-number: 63372 bbox=[292, 556, 381, 566]
classified-ad: I Madhu jalan w/o Pawan jalan r/o H.No. 242 gali gokal Chand Arya, ghosiyan chowk, beerwan pana, tehsil & district Bhiwani declare that I have known by Madhu kumari, Madhu leela and Madhu jalan. All three are my name and of same person. Concern note. bbox=[677, 515, 767, 576]
section-heading: PUBLIC NOTICES bbox=[292, 816, 381, 828]
ad-reference-number: 900022 bbox=[3, 1115, 92, 1125]
ad-reference-number: 100042 bbox=[581, 563, 670, 573]
ad-reference-number: 63372 bbox=[292, 661, 381, 671]
classified-ad: I, Pavittar Singh S/o Jasvir Singh R/o Vpo. Bilga Teh-Phillaur (Jalandhar) have changed my minor son name from Arshdeep Singh to Arshdeep Singh. bbox=[484, 26, 573, 64]
classified-ad: I, Inderjit Singh S/o Ujagar Singh R/o Village Bhaini Arora Tehsil Jagraon Distt Ludhiana Have Changed the name of my Son From Paramvir Singh To Paramvir Singh Sandhu. bbox=[484, 867, 573, 913]
ad-reference-number: 63372 bbox=[388, 119, 477, 129]
ad-reference-number: 63372 bbox=[292, 503, 381, 513]
classified-ad: Dear Se/Madam I Kapish Arora Delhi Public School Ferozepur Board Roll No. 13135836. It is with regard that my mother's name is Richa Arora and only Richa is written in 10th DMC. So kindly change my mother's name to Richa to Richa Arora in DMC so that there is no problem comes in future thanks. bbox=[99, 759, 188, 835]
ad-reference-number: 63372 bbox=[484, 269, 573, 279]
classified-ad: I, Santro Devi w/o Samunder Bhan, r/o Dasa Patti, Village Nerwana, Tehsil Narwana, District Jind (Haryana) have changed my name from Santro Devi to Santro. Concerned please note. bbox=[99, 94, 188, 140]
ad-reference-number: 63372 bbox=[484, 471, 573, 481]
classified-ad: I, Jagdish S/o Lohiya Ram R/o Hno. 762, Ward No. 12, Shiv Colony, Kaithal Declares That Son Named Ravi & His Wife Bobhi Devi Are Out Of My & My Family's Control. I Disown Them From My Movable Immovable Properties. I Will'nt Responsible For Any Work Of Them In Future. bbox=[3, 1127, 92, 1195]
column-7 bbox=[578, 26, 674, 1182]
ad-reference-number: 63372 bbox=[99, 988, 188, 998]
ad-reference-number: 100042 bbox=[677, 329, 767, 339]
ad-reference-number: 63372 bbox=[99, 648, 188, 658]
ad-reference-number: 90002 bbox=[292, 119, 381, 129]
portrait-photo bbox=[164, 172, 184, 198]
classified-ad: I, Surjit Lal S/o Piara Lal R/o Vpo. Nagar Teh-Phillaur (Jalandhar) have changed my name to Surjit Lal Chumber. bbox=[388, 995, 477, 1025]
gmada-title: ਗਰੇਟਰ ਮੋਹਾਲੀ ਏਰੀਆ ਵਿਕਾਸ ਅਥਾਰਟੀ bbox=[200, 330, 281, 375]
public-notice-body: BEFORE SH. SANYAM GARG, HCS, ASSTT. ESTATE OFFICER, U.T., CHANDIGARH. Subject: Transfer of Ownership in respect of RESIDENTIAL Site No. 66, SECTOR 16-A, Chandigarh (RP 3477) in the name of his legal heirs on the basis of Intestate Death of Late SH. BALHAR KUMAR SHARMA. It is notified for the information of general public and all concerned that as per record of this office Sh./Smt. SH. BALHAR KUMAR SHARMA is registered owner of RESIDENTIAL Site No. 66, SECTOR 16-A, Chandigarh who died on 23.08.2013 at Chandigarh. It has been informed by BINA SHARMA, SANJAY KUMAR SHARMA and DEEPAK SHARMA that the deceased left behind the following legal heirs. Legal heirs: SANJAY KUMAR SHARMA (Son), DEEPAK SHARMA (Son), BINA SHARMA (Wife). Any person having any objection over the mutation of the said estate in the legal heirs may lodge their objection in writing within 30 days from the date of publication of this notice. Sanyam Garg, HCS, Assistant Estate Officer, U.T. Chandigarh. bbox=[103, 200, 184, 442]
court-notice-link: For details login to https://www.highcourtchd.gov.in/?trs=district_notice&district=Chandigarh bbox=[7, 393, 88, 414]
court-notice-date: Date: 31-05-2023 bbox=[7, 428, 88, 435]
ad-reference-number: 63372 bbox=[484, 644, 573, 654]
portrait-photo bbox=[103, 172, 123, 198]
classified-ad: I Ranjit Kaur W/o Nagah Ram R/o Ghunana District Ludhiana Have Changed My Name From Ranjit Kaur To Ranjeet Kaur. bbox=[484, 341, 573, 371]
classified-ad: I, Satpal Singh Banipal S/O Bhajan Singh R/o H.No. 58 Bahadur Baba Banda Singh Bahadur Nagar Basti Road Sirhind (Fatehgarh Sahib) have changed my name to Satpal Singh Banipal. bbox=[484, 597, 573, 643]
classified-ad: I Roopa Satpalkar is legally Wedded & Spouse No. 14643611W Rank Havi Manohar Satpalkar of Unit 7002 EME BN 268 FWC C/o 56 APO have changed my Name from Roopa To Roopa Satpalkar. bbox=[581, 651, 670, 704]
column-8 bbox=[674, 26, 770, 1182]
classified-ad: I, Sukhvinder Singh S/o Paras Singh R/o W.No.2, Jagera Road, Near Professor Sidhu House, Malerkotla Distt. Malerkotla have changed my name to Sukhvinder Singh Chahal. bbox=[292, 614, 381, 660]
ad-reference-number: 84451 bbox=[99, 141, 188, 151]
ad-reference-number: 63372 bbox=[99, 746, 188, 756]
ad-reference-number: 63372 bbox=[388, 599, 477, 609]
classified-ad: I, Kawal Jit Singh Bhatia S/o Satbir Singh Bhatia R/o Flat No. 78, B-Block, Nakodar Road, Near Khuda Chowk, Silver Residency, Khurla Kingra Jalandhar, have changed my name/spelling from Kawal Jit Singh Bhatia to Kawaljeet Singh Bhatia. (Surname as Bhatia). bbox=[99, 850, 188, 918]
publication-label: PUBLICATION ISSUED TO: bbox=[7, 295, 88, 302]
